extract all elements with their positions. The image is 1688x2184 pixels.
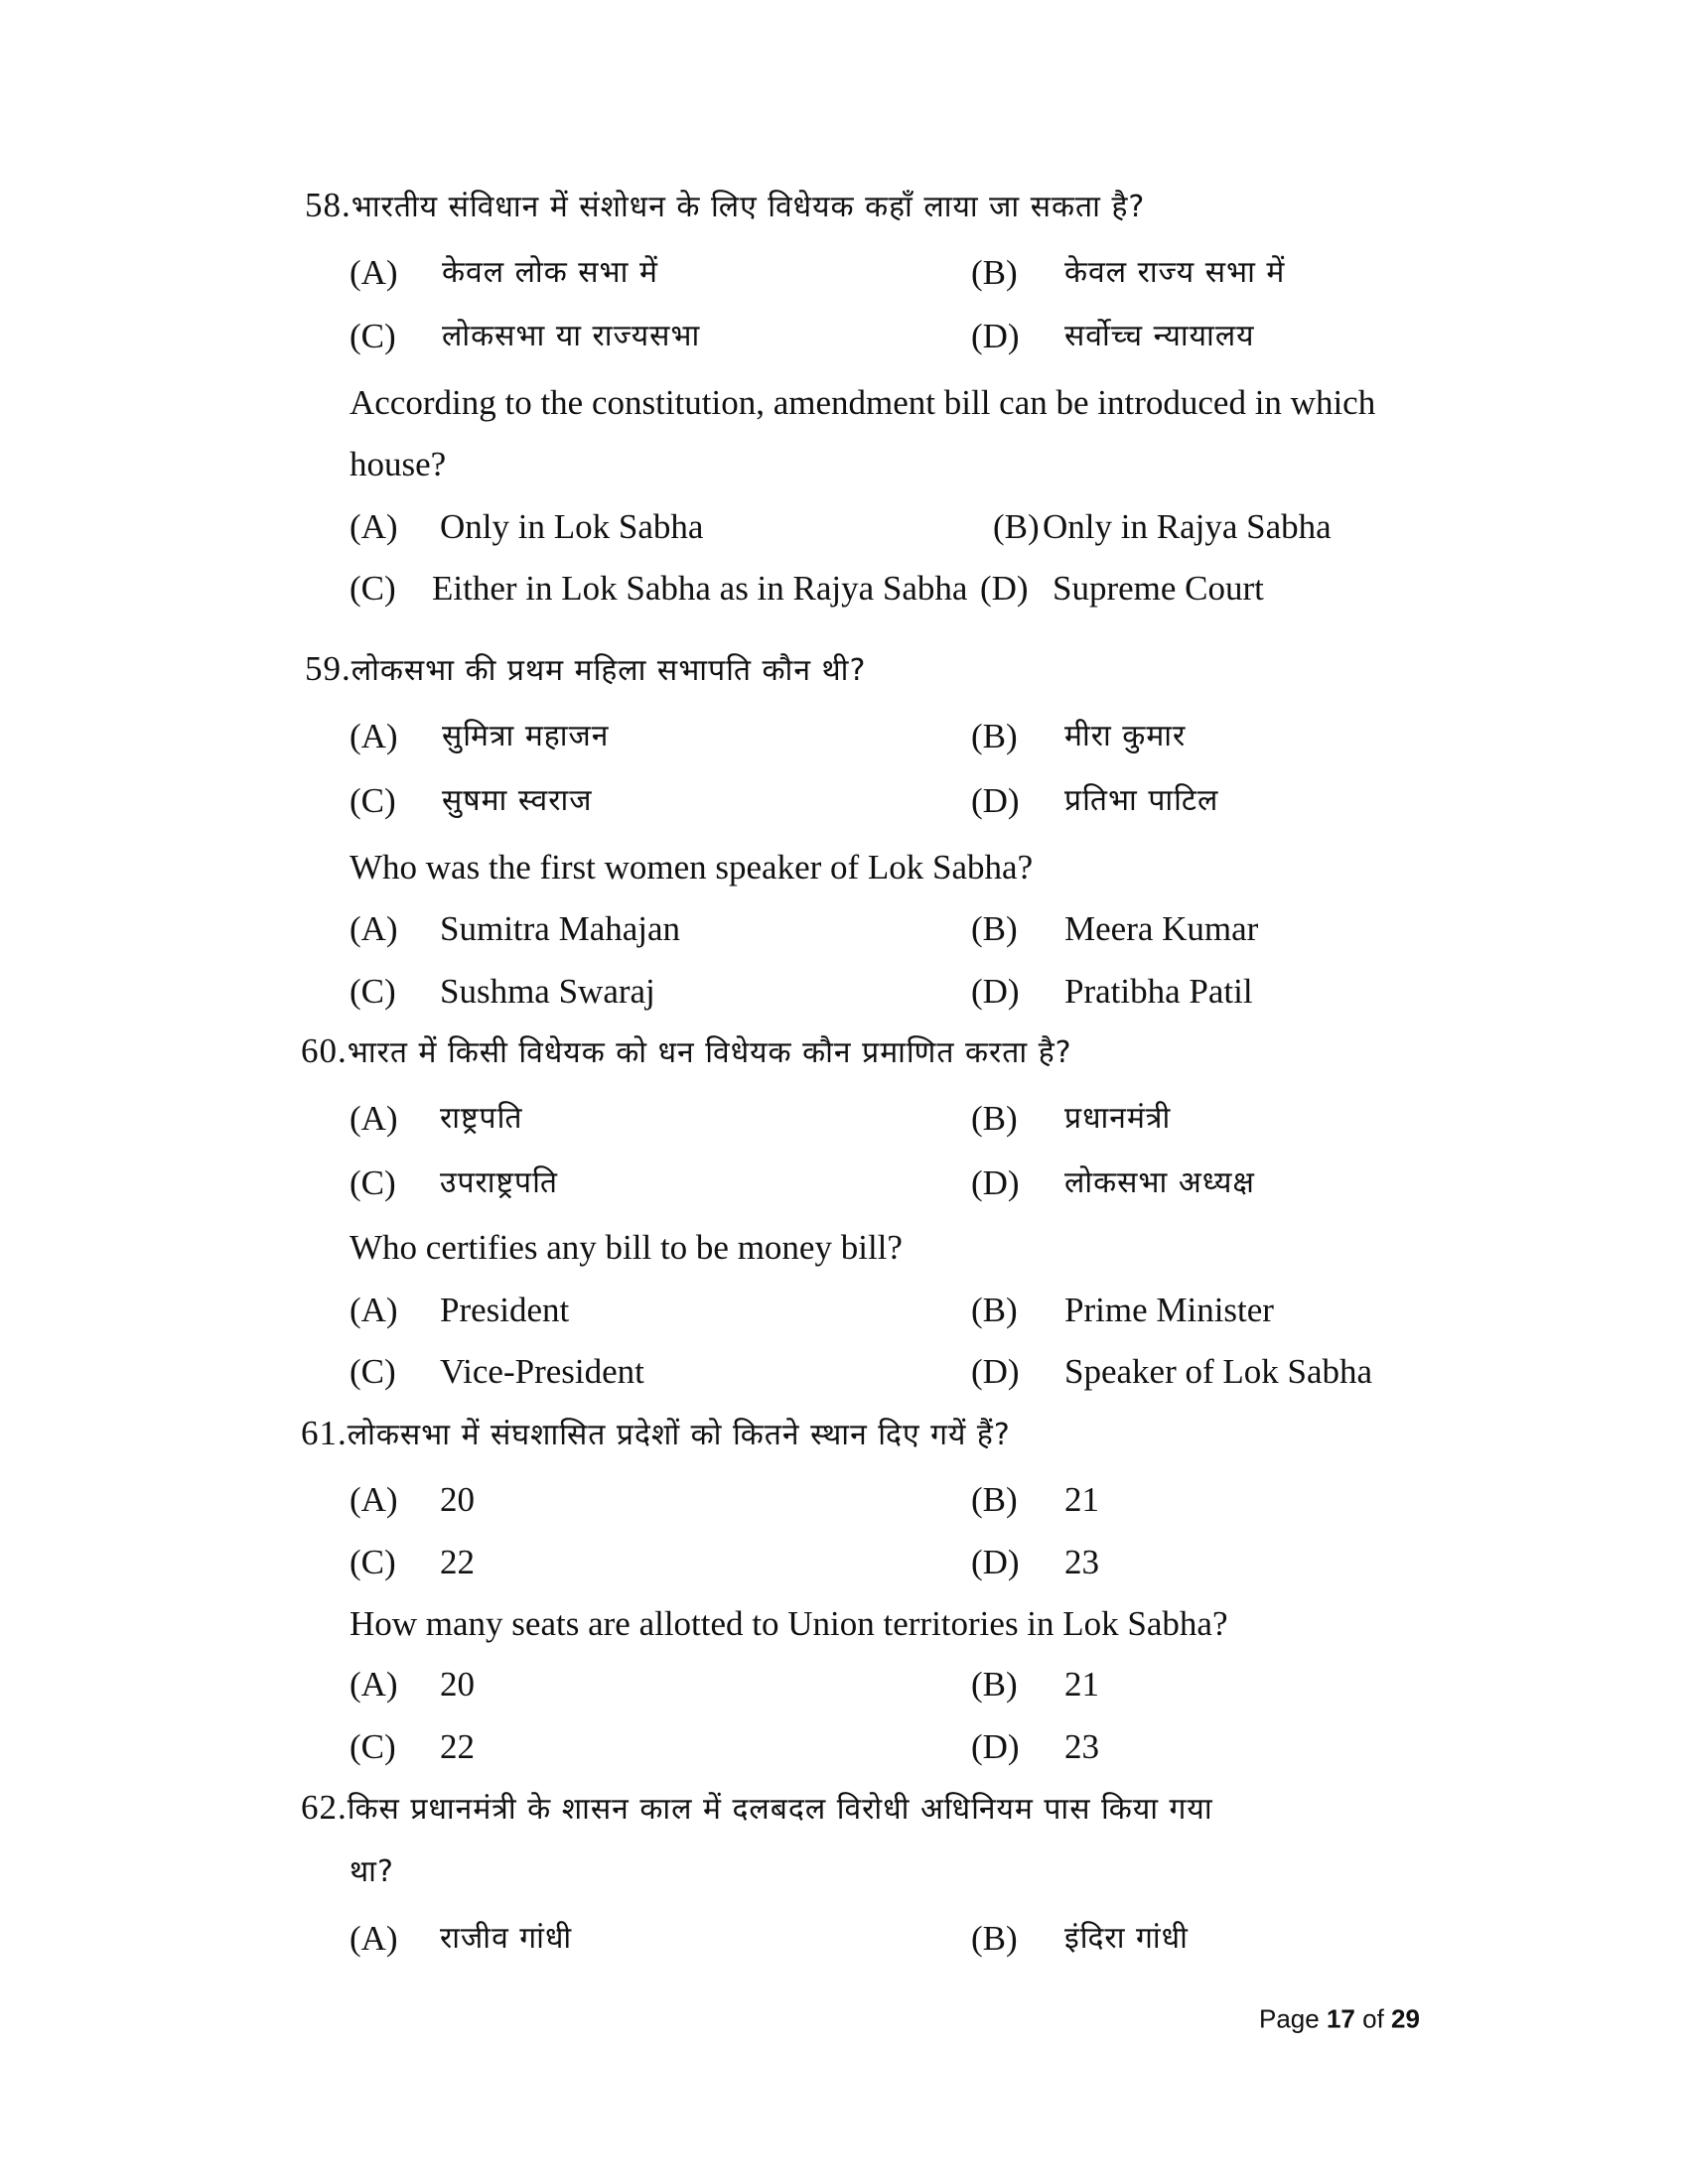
option-label: (B)	[971, 253, 1018, 292]
question-58-hindi	[305, 186, 1145, 227]
page-of-label: of	[1362, 2003, 1384, 2034]
option-label: (B)	[971, 1919, 1018, 1958]
option-text: 20	[440, 1665, 475, 1704]
option-text: 21	[1064, 1665, 1099, 1704]
page-number-footer	[1259, 2004, 1420, 2035]
option-label: (C)	[350, 781, 396, 820]
option-label: (C)	[350, 1163, 396, 1202]
question-number: 61.	[301, 1414, 348, 1452]
option-text: मीरा कुमार	[1064, 719, 1187, 753]
option-text: Sumitra Mahajan	[440, 909, 681, 948]
option-label: (D)	[971, 1727, 1020, 1766]
option-label: (D)	[971, 781, 1020, 820]
question-number: 58.	[305, 186, 352, 224]
question-text: भारत में किसी विधेयक को धन विधेयक कौन प्रमाणित करता है?	[347, 1035, 1072, 1070]
option-label: (A)	[350, 909, 398, 948]
option-text: Meera Kumar	[1064, 909, 1259, 948]
option-label: (C)	[350, 1352, 396, 1391]
option-text: केवल लोक सभा में	[442, 255, 658, 290]
option-label: (A)	[350, 1291, 398, 1329]
question-59-english: Who was the first women speaker of Lok Sabha?	[350, 848, 1034, 887]
question-62-hindi-cont: था?	[350, 1854, 394, 1889]
question-61-hindi	[301, 1414, 1011, 1455]
option-label: (C)	[350, 1543, 396, 1581]
option-label: (A)	[350, 507, 398, 546]
total-pages: 29	[1391, 2003, 1420, 2034]
question-61-english: How many seats are allotted to Union territories in Lok Sabha?	[350, 1604, 1228, 1643]
option-label: (A)	[350, 253, 398, 292]
option-text: Either in Lok Sabha as in Rajya Sabha	[432, 569, 968, 608]
option-label: (B)	[971, 1099, 1018, 1138]
option-text: सुषमा स्वराज	[442, 783, 593, 818]
option-label: (A)	[350, 1480, 398, 1519]
option-text: 20	[440, 1480, 475, 1519]
option-label: (B)	[971, 1480, 1018, 1519]
option-label: (C)	[350, 972, 396, 1011]
option-text: 23	[1064, 1543, 1099, 1581]
page-label: Page	[1259, 2003, 1320, 2034]
option-text: राजीव गांधी	[440, 1921, 573, 1956]
question-62-hindi	[301, 1788, 1213, 1830]
question-59-hindi	[305, 649, 866, 691]
option-label: (C)	[350, 569, 396, 608]
question-number: 60.	[301, 1031, 348, 1070]
option-text: राष्ट्रपति	[440, 1101, 523, 1136]
option-label: (D)	[971, 1163, 1020, 1202]
option-label: (A)	[350, 1099, 398, 1138]
option-text: Sushma Swaraj	[440, 972, 655, 1011]
option-text: केवल राज्य सभा में	[1064, 255, 1286, 290]
question-number: 62.	[301, 1788, 348, 1827]
option-text: Supreme Court	[1053, 569, 1264, 608]
option-label: (C)	[350, 317, 396, 355]
option-label: (D)	[980, 569, 1029, 608]
option-label: (B)	[993, 507, 1040, 546]
option-text: 22	[440, 1543, 475, 1581]
question-60-english: Who certifies any bill to be money bill?	[350, 1228, 903, 1267]
question-number: 59.	[305, 649, 352, 688]
option-text: 21	[1064, 1480, 1099, 1519]
option-text: Vice-President	[440, 1352, 644, 1391]
question-text: किस प्रधानमंत्री के शासन काल में दलबदल विरोधी अधिनियम पास किया गया	[347, 1792, 1213, 1827]
option-label: (D)	[971, 1543, 1020, 1581]
current-page: 17	[1326, 2003, 1355, 2034]
option-text: सर्वोच्च न्यायालय	[1064, 319, 1255, 353]
option-text: Only in Lok Sabha	[440, 507, 704, 546]
option-text: Prime Minister	[1064, 1291, 1274, 1329]
option-text: Only in Rajya Sabha	[1043, 507, 1332, 546]
option-label: (D)	[971, 317, 1020, 355]
option-label: (A)	[350, 1919, 398, 1958]
option-text: प्रतिभा पाटिल	[1064, 783, 1219, 818]
option-text: लोकसभा अध्यक्ष	[1064, 1165, 1255, 1200]
option-label: (D)	[971, 1352, 1020, 1391]
option-label: (A)	[350, 1665, 398, 1704]
question-text: भारतीय संविधान में संशोधन के लिए विधेयक कहाँ लाया जा सकता है?	[351, 190, 1146, 224]
option-label: (B)	[971, 717, 1018, 755]
option-text: लोकसभा या राज्यसभा	[442, 319, 701, 353]
option-label: (C)	[350, 1727, 396, 1766]
option-label: (D)	[971, 972, 1020, 1011]
option-label: (B)	[971, 909, 1018, 948]
option-text: Speaker of Lok Sabha	[1064, 1352, 1373, 1391]
question-text: लोकसभा की प्रथम महिला सभापति कौन थी?	[351, 653, 867, 688]
option-text: सुमित्रा महाजन	[442, 719, 610, 753]
option-label: (B)	[971, 1665, 1018, 1704]
question-58-english-cont: house?	[350, 445, 447, 483]
question-58-english: According to the constitution, amendment bill can be introduced in which	[350, 383, 1376, 422]
option-text: इंदिरा गांधी	[1064, 1921, 1189, 1956]
option-text: Pratibha Patil	[1064, 972, 1253, 1011]
option-text: 23	[1064, 1727, 1099, 1766]
question-text: लोकसभा में संघशासित प्रदेशों को कितने स्थान दिए गयें हैं?	[347, 1418, 1011, 1452]
option-text: 22	[440, 1727, 475, 1766]
option-label: (A)	[350, 717, 398, 755]
option-text: उपराष्ट्रपति	[440, 1165, 558, 1200]
option-label: (B)	[971, 1291, 1018, 1329]
question-60-hindi	[301, 1031, 1072, 1073]
option-text: प्रधानमंत्री	[1064, 1101, 1172, 1136]
option-text: President	[440, 1291, 570, 1329]
